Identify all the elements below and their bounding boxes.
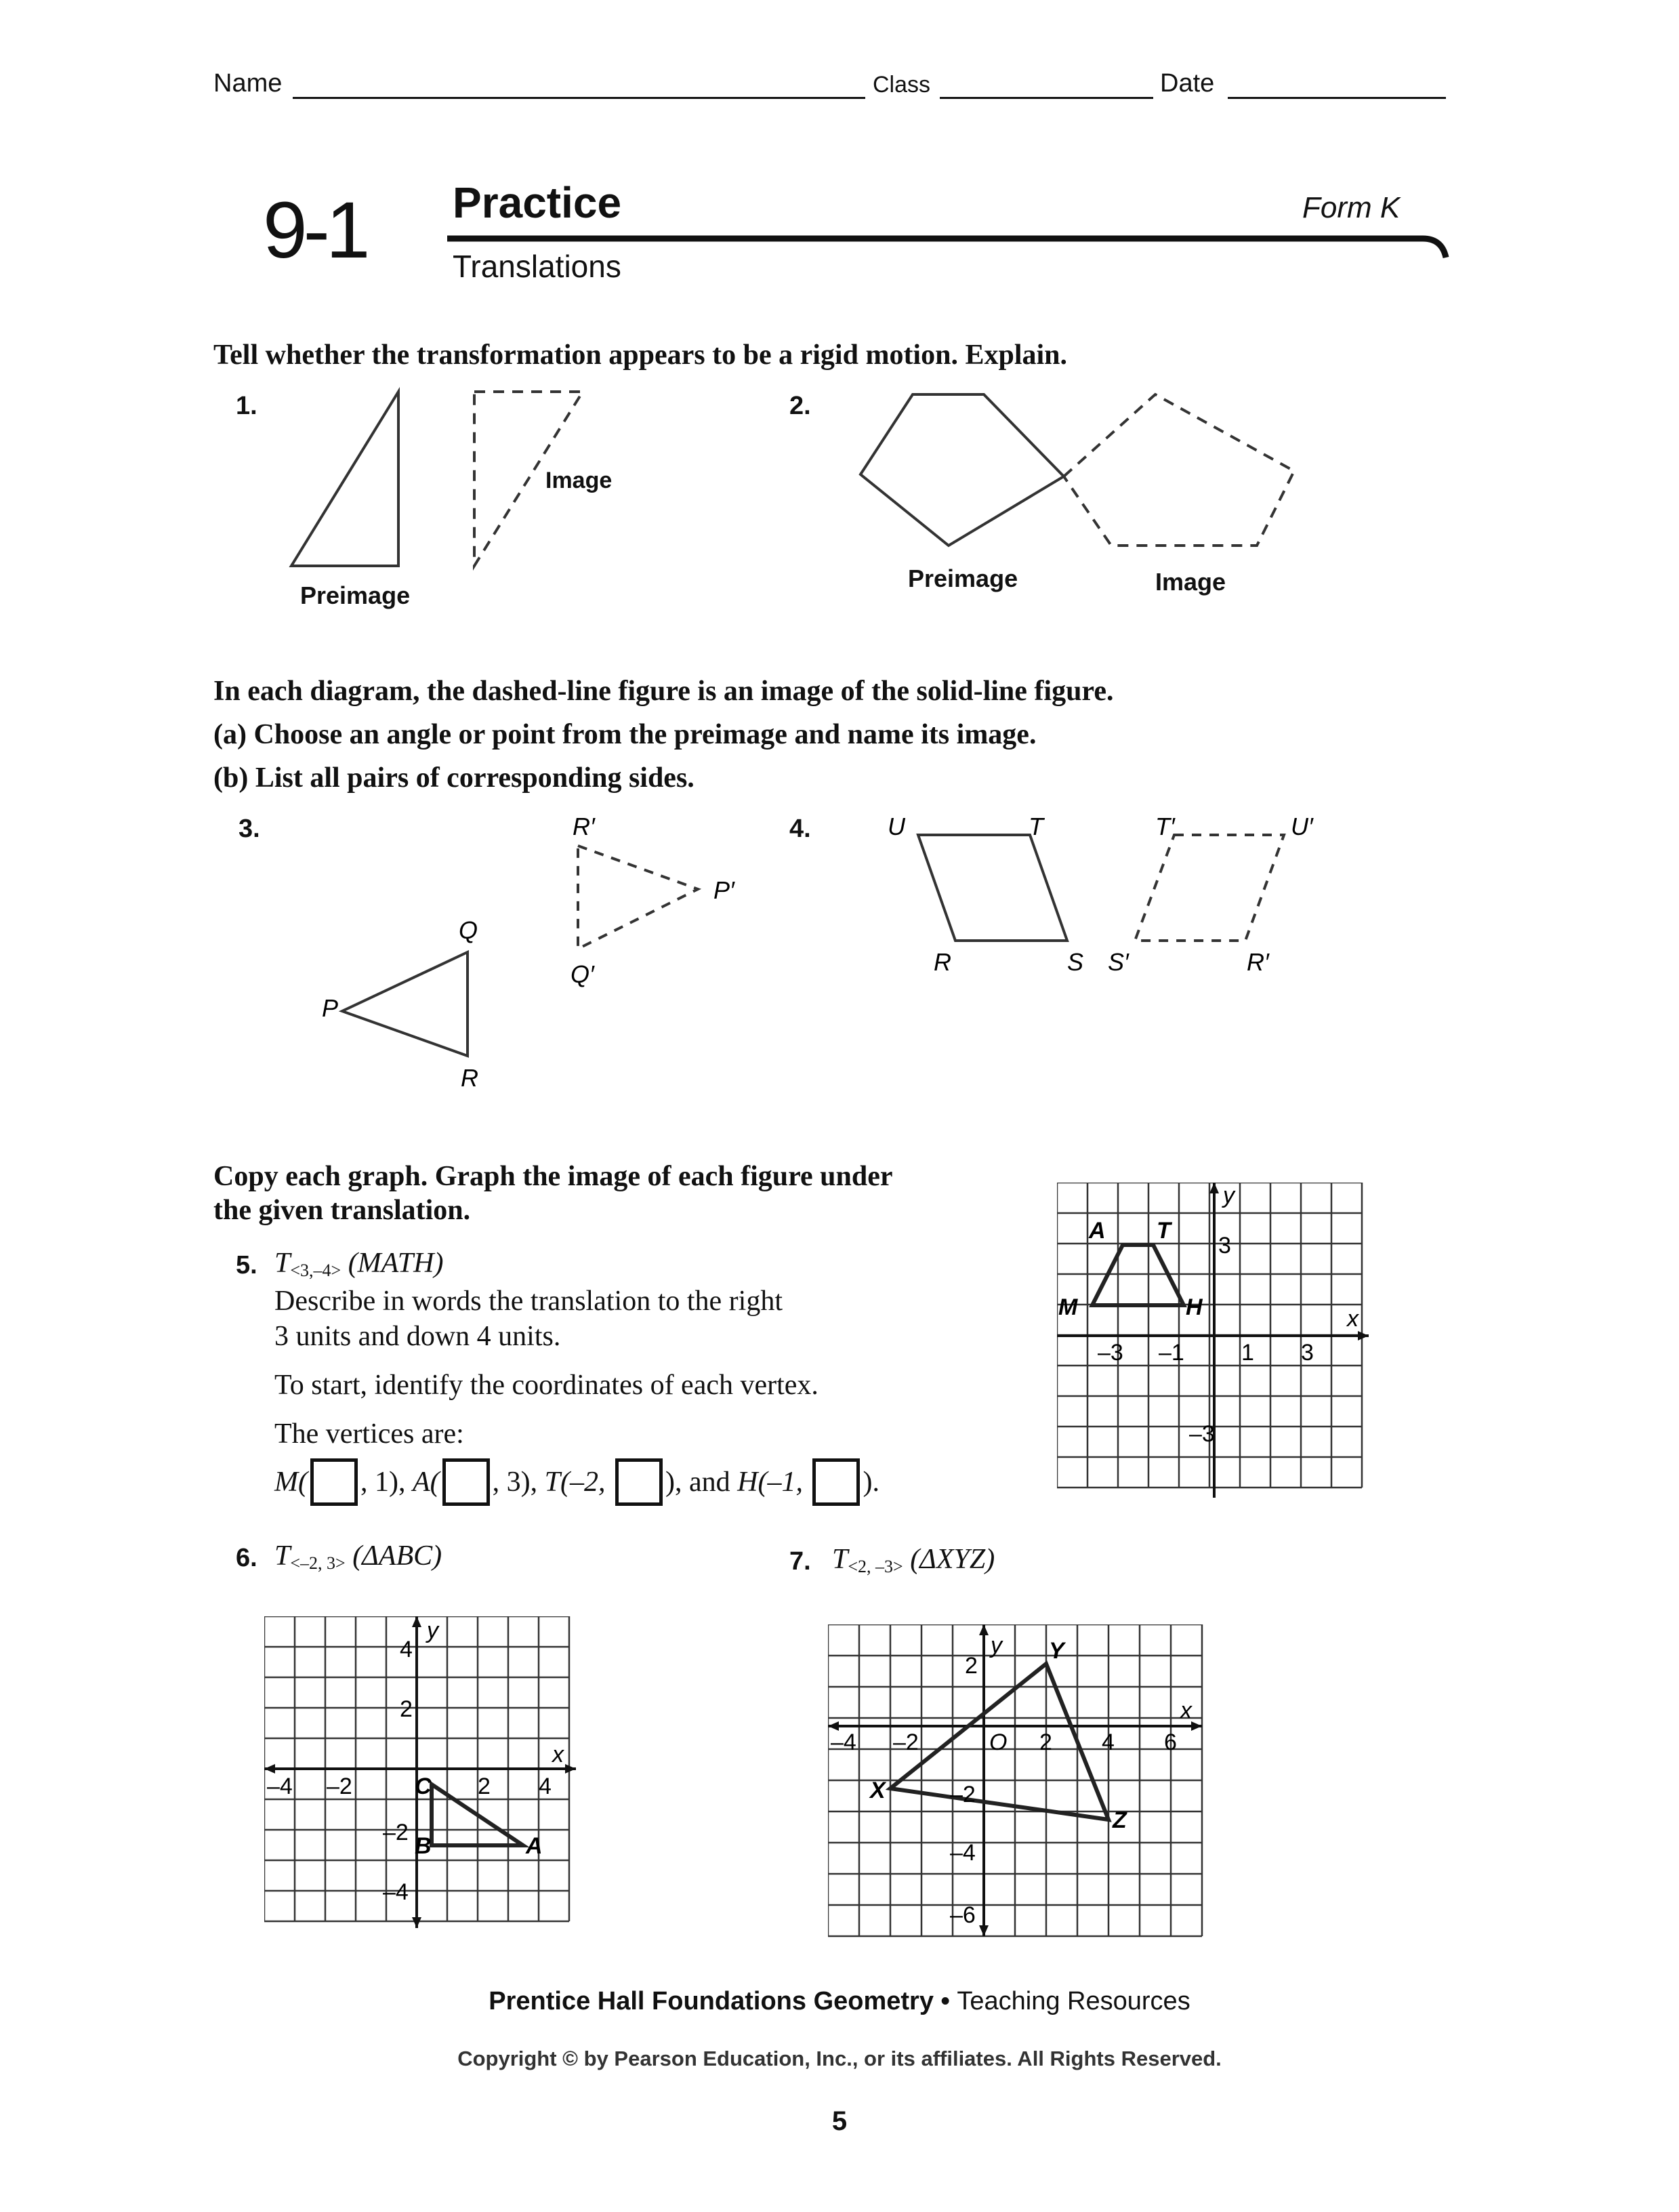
tick-x-neg2-6: –2 [327, 1774, 352, 1799]
class-label: Class [873, 72, 931, 98]
label-X-7: X [870, 1778, 886, 1803]
problem-7-number: 7. [789, 1547, 811, 1576]
tick-y-neg4-7: –4 [950, 1840, 976, 1866]
section2-instruction-2: (a) Choose an angle or point from the preimage and name its image. [213, 719, 1037, 750]
problem-5-describe-2: 3 units and down 4 units. [274, 1321, 561, 1352]
problem-3-number: 3. [239, 815, 260, 843]
page-number: 5 [831, 2106, 848, 2136]
tick-y-2-7: 2 [965, 1653, 978, 1679]
name-label: Name [213, 69, 283, 98]
label-S: S [1067, 948, 1084, 976]
problem-7-graph [828, 1624, 1207, 1943]
tick-y-neg2-7: –2 [950, 1782, 976, 1807]
problem-1-number: 1. [236, 392, 257, 420]
label-Y-7: Y [1049, 1638, 1064, 1664]
label-B-6: B [415, 1833, 432, 1859]
tick-x-2-6: 2 [478, 1774, 491, 1799]
label-x-6: x [552, 1742, 564, 1767]
vertex-M-x-box[interactable] [310, 1458, 358, 1506]
problem-3-preimage-triangle [342, 952, 468, 1056]
tick-x-6-7: 6 [1164, 1729, 1177, 1755]
section1-instruction: Tell whether the transformation appears to be a rigid motion. Explain. [213, 340, 1068, 371]
problem-6-number: 6. [236, 1544, 257, 1572]
label-C-6: C [415, 1774, 432, 1799]
problem-4-image-parallelogram [1135, 835, 1284, 941]
label-T-prime: T′ [1155, 813, 1175, 840]
label-Q-prime: Q′ [571, 960, 594, 988]
label-R-prime: R′ [573, 813, 595, 840]
publisher-line: Prentice Hall Foundations Geometry • Teaching Resources [489, 1987, 1190, 2015]
problem-2-preimage-label: Preimage [908, 565, 1018, 592]
problem-1-preimage-label: Preimage [300, 581, 411, 609]
label-y-5: y [1223, 1183, 1235, 1208]
label-R-4: R [934, 948, 951, 976]
section3-instruction-2: the given translation. [213, 1195, 471, 1226]
label-A-5: A [1089, 1218, 1106, 1244]
page-subtitle: Translations [453, 249, 621, 284]
problem-3-image-triangle [578, 846, 698, 949]
tick-x-neg3-5: –3 [1098, 1340, 1123, 1366]
tick-x-2-7: 2 [1039, 1729, 1052, 1755]
tick-x-neg4-7: –4 [831, 1729, 856, 1755]
copyright: Copyright © by Pearson Education, Inc., or its affiliates. All Rights Reserved. [457, 2047, 1222, 2070]
label-y-7: y [991, 1633, 1002, 1658]
problem-5-vertices: M( , 1), A( , 3), T(–2, ), and H(–1, ). [274, 1458, 879, 1506]
problem-1-image-label: Image [545, 468, 613, 493]
vertex-H-y-box[interactable] [812, 1458, 860, 1506]
problem-7-notation: $T_{<2, -3>}$ (ΔXYZ) [832, 1544, 995, 1576]
section3-instruction-1: Copy each graph. Graph the image of each figure under [213, 1161, 893, 1192]
problem-6-graph [264, 1616, 583, 1935]
tick-x-neg2-7: –2 [893, 1729, 919, 1755]
problem-4-preimage-parallelogram [918, 835, 1067, 941]
tick-y-neg4-6: –4 [383, 1879, 409, 1905]
tick-x-3-5: 3 [1301, 1340, 1314, 1366]
problem-5-notation: $T_{<3,-4>}$ (MATH) [274, 1248, 444, 1280]
label-x-5: x [1347, 1306, 1359, 1332]
page-title: Practice [453, 178, 622, 227]
tick-x-4-6: 4 [539, 1774, 552, 1799]
label-T-5: T [1157, 1218, 1171, 1244]
label-S-prime: S′ [1108, 948, 1129, 976]
problem-4-number: 4. [789, 815, 811, 843]
problem-2-number: 2. [789, 392, 811, 420]
problem-5-describe-1: Describe in words the translation to the right [274, 1286, 783, 1317]
label-A-6: A [526, 1833, 543, 1859]
label-Z-7: Z [1113, 1807, 1127, 1833]
problem-6-notation: $T_{<-2, 3>}$ (ΔABC) [274, 1540, 442, 1573]
section2-instruction-3: (b) List all pairs of corresponding sides. [213, 762, 695, 794]
problem-5-graph [1057, 1183, 1375, 1508]
label-Q: Q [459, 916, 478, 944]
vertex-A-x-box[interactable] [442, 1458, 490, 1506]
tick-y-neg3-5: –3 [1189, 1421, 1215, 1447]
tick-y-neg2-6: –2 [383, 1820, 409, 1845]
problem-5-vertices-label: The vertices are: [274, 1418, 464, 1450]
tick-y-4-6: 4 [400, 1637, 413, 1662]
label-H-5: H [1186, 1294, 1203, 1320]
label-O-7: O [989, 1729, 1008, 1755]
tick-y-3-5: 3 [1218, 1233, 1231, 1258]
tick-y-2-6: 2 [400, 1696, 413, 1722]
label-T: T [1029, 813, 1043, 840]
problem-5-figure-MATH [1092, 1245, 1184, 1305]
tick-x-neg4-6: –4 [267, 1774, 293, 1799]
tick-y-neg6-7: –6 [950, 1902, 976, 1928]
lesson-number: 9-1 [263, 186, 367, 275]
label-P-prime: P′ [713, 876, 734, 904]
tick-x-4-7: 4 [1102, 1729, 1115, 1755]
form-label: Form K [1302, 191, 1401, 224]
label-M-5: M [1058, 1294, 1078, 1320]
section2-instruction-1: In each diagram, the dashed-line figure is an image of the solid-line figure. [213, 676, 1114, 707]
date-label: Date [1160, 69, 1215, 98]
label-y-6: y [427, 1618, 438, 1643]
problem-5-start: To start, identify the coordinates of each vertex. [274, 1370, 818, 1401]
label-U: U [888, 813, 905, 840]
label-U-prime: U′ [1291, 813, 1313, 840]
label-R: R [461, 1064, 478, 1092]
vertex-T-y-box[interactable] [615, 1458, 663, 1506]
tick-x-neg1-5: –1 [1159, 1340, 1184, 1366]
label-x-7: x [1180, 1698, 1192, 1723]
tick-x-1-5: 1 [1241, 1340, 1254, 1366]
label-P: P [322, 994, 339, 1022]
problem-5-number: 5. [236, 1251, 257, 1279]
problem-2-image-label: Image [1155, 568, 1226, 596]
label-R-prime-4: R′ [1247, 948, 1269, 976]
